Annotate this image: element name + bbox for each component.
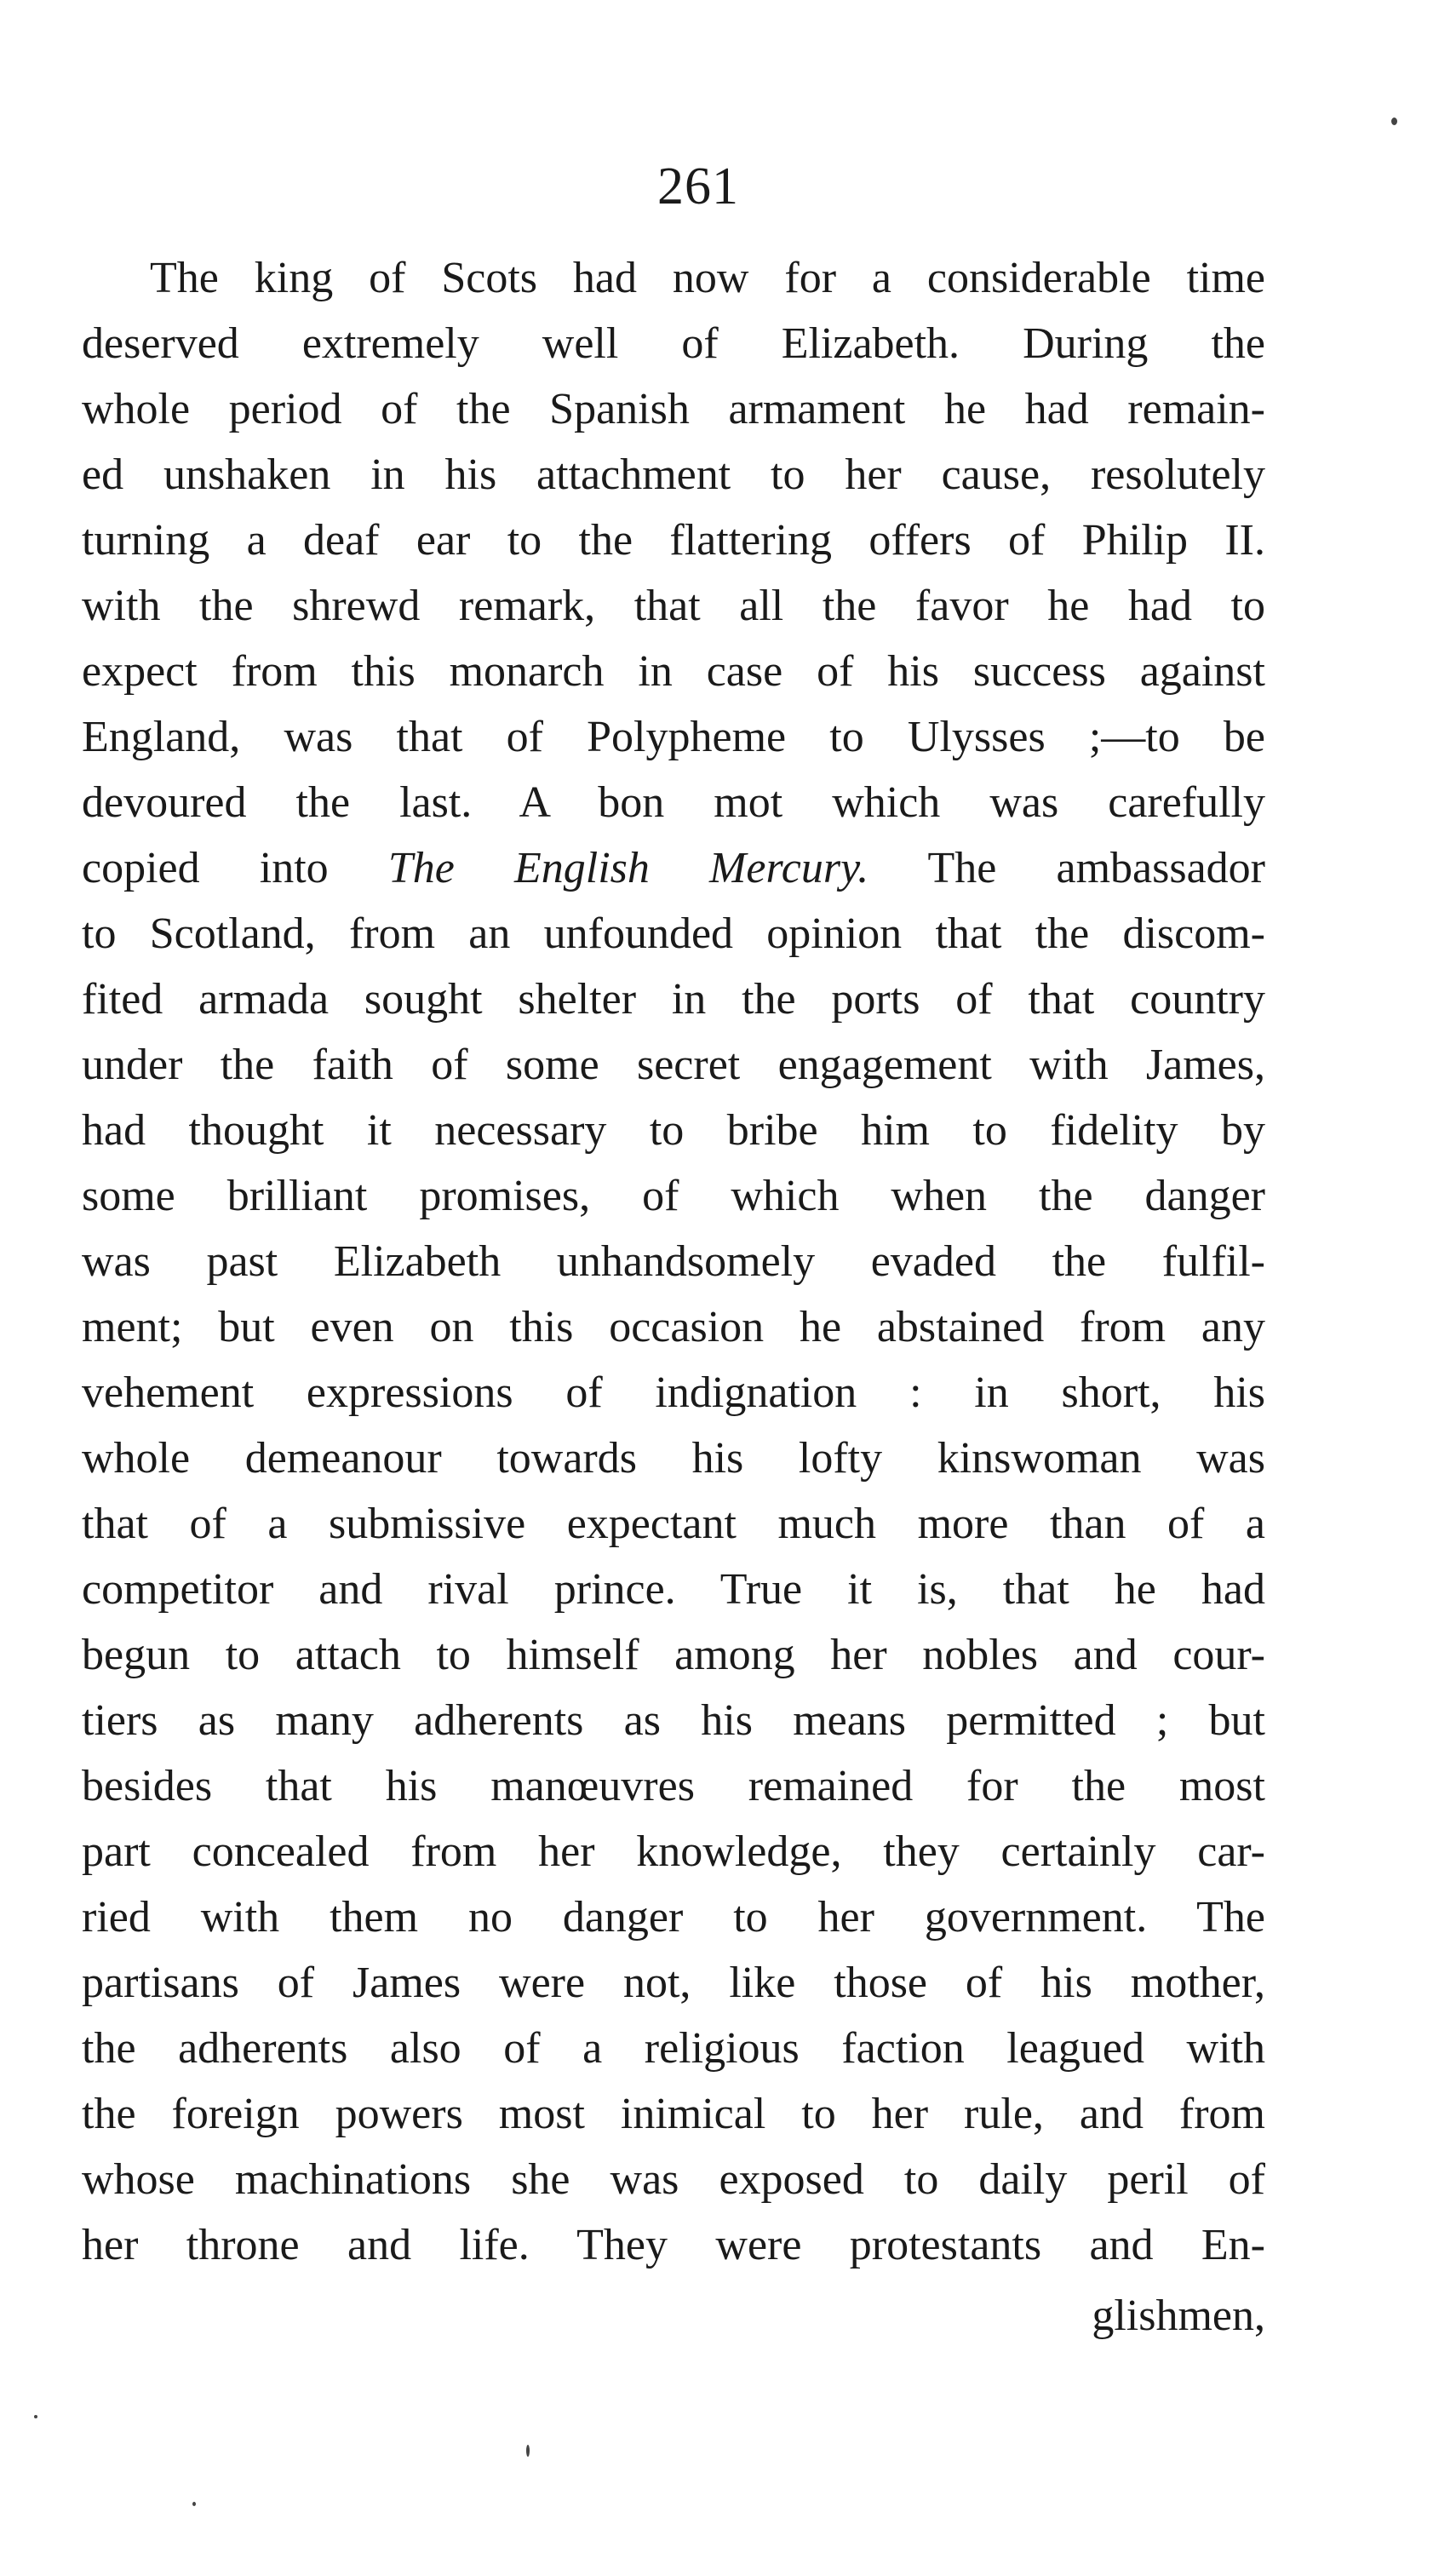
text-line: vehement expressions of indignation : in short, his [82, 1368, 1265, 1417]
ink-speck [34, 2415, 37, 2418]
text-line: the foreign powers most inimical to her rule, and from [82, 2090, 1265, 2138]
text-line: partisans of James were not, like those of his mother, [82, 1959, 1265, 2007]
text-line-with-title [82, 835, 1265, 901]
text-line: tiers as many adherents as his means permitted ; but [82, 1696, 1265, 1745]
ink-speck [192, 2502, 196, 2506]
text-line: England, was that of Polypheme to Ulysses ;—to be [82, 713, 1265, 761]
text-line: devoured the last. A bon mot which was carefully [82, 778, 1265, 827]
text-line: The king of Scots had now for a considerable time [150, 254, 1265, 302]
text-segment: copied into [82, 844, 388, 892]
publication-title: The English Mercury. [387, 844, 869, 892]
text-segment: The ambassador [868, 844, 1265, 892]
text-line: besides that his manœuvres remained for the most [82, 1762, 1265, 1810]
text-line: some brilliant promises, of which when the danger [82, 1172, 1265, 1220]
body-text [82, 245, 1265, 2349]
text-line: the adherents also of a religious faction leagued with [82, 2024, 1265, 2073]
text-line: had thought it necessary to bribe him to fidelity by [82, 1106, 1265, 1155]
text-line: with the shrewd remark, that all the favor he had to [82, 582, 1265, 630]
text-line: her throne and life. They were protestants and En- [82, 2221, 1265, 2269]
text-line: ried with them no danger to her government. The [82, 1893, 1265, 1942]
text-line: begun to attach to himself among her nobles and cour- [82, 1631, 1265, 1679]
text-line: turning a deaf ear to the flattering offers of Philip II. [82, 516, 1265, 565]
text-line: that of a submissive expectant much more than of a [82, 1500, 1265, 1548]
text-line: ment; but even on this occasion he abstained from any [82, 1303, 1265, 1351]
text-line: competitor and rival prince. True it is, that he had [82, 1565, 1265, 1614]
text-line: whose machinations she was exposed to daily peril of [82, 2155, 1265, 2204]
catchword: glishmen, [1092, 2292, 1265, 2340]
text-line: whole demeanour towards his lofty kinswoman was [82, 1434, 1265, 1483]
text-line: to Scotland, from an unfounded opinion that the discom- [82, 909, 1265, 958]
text-line: expect from this monarch in case of his success against [82, 647, 1265, 696]
text-line: under the faith of some secret engagement with James, [82, 1041, 1265, 1089]
page-number: 261 [657, 158, 739, 215]
text-line: fited armada sought shelter in the ports of that country [82, 975, 1265, 1024]
ink-speck [1391, 118, 1397, 125]
text-line: deserved extremely well of Elizabeth. During the [82, 319, 1265, 368]
text-line: whole period of the Spanish armament he had remain- [82, 385, 1265, 433]
text-line: ed unshaken in his attachment to her cause, resolutely [82, 450, 1265, 499]
text-line: was past Elizabeth unhandsomely evaded the fulfil- [82, 1237, 1265, 1286]
text-line: part concealed from her knowledge, they certainly car- [82, 1827, 1265, 1876]
ink-speck [526, 2445, 530, 2457]
